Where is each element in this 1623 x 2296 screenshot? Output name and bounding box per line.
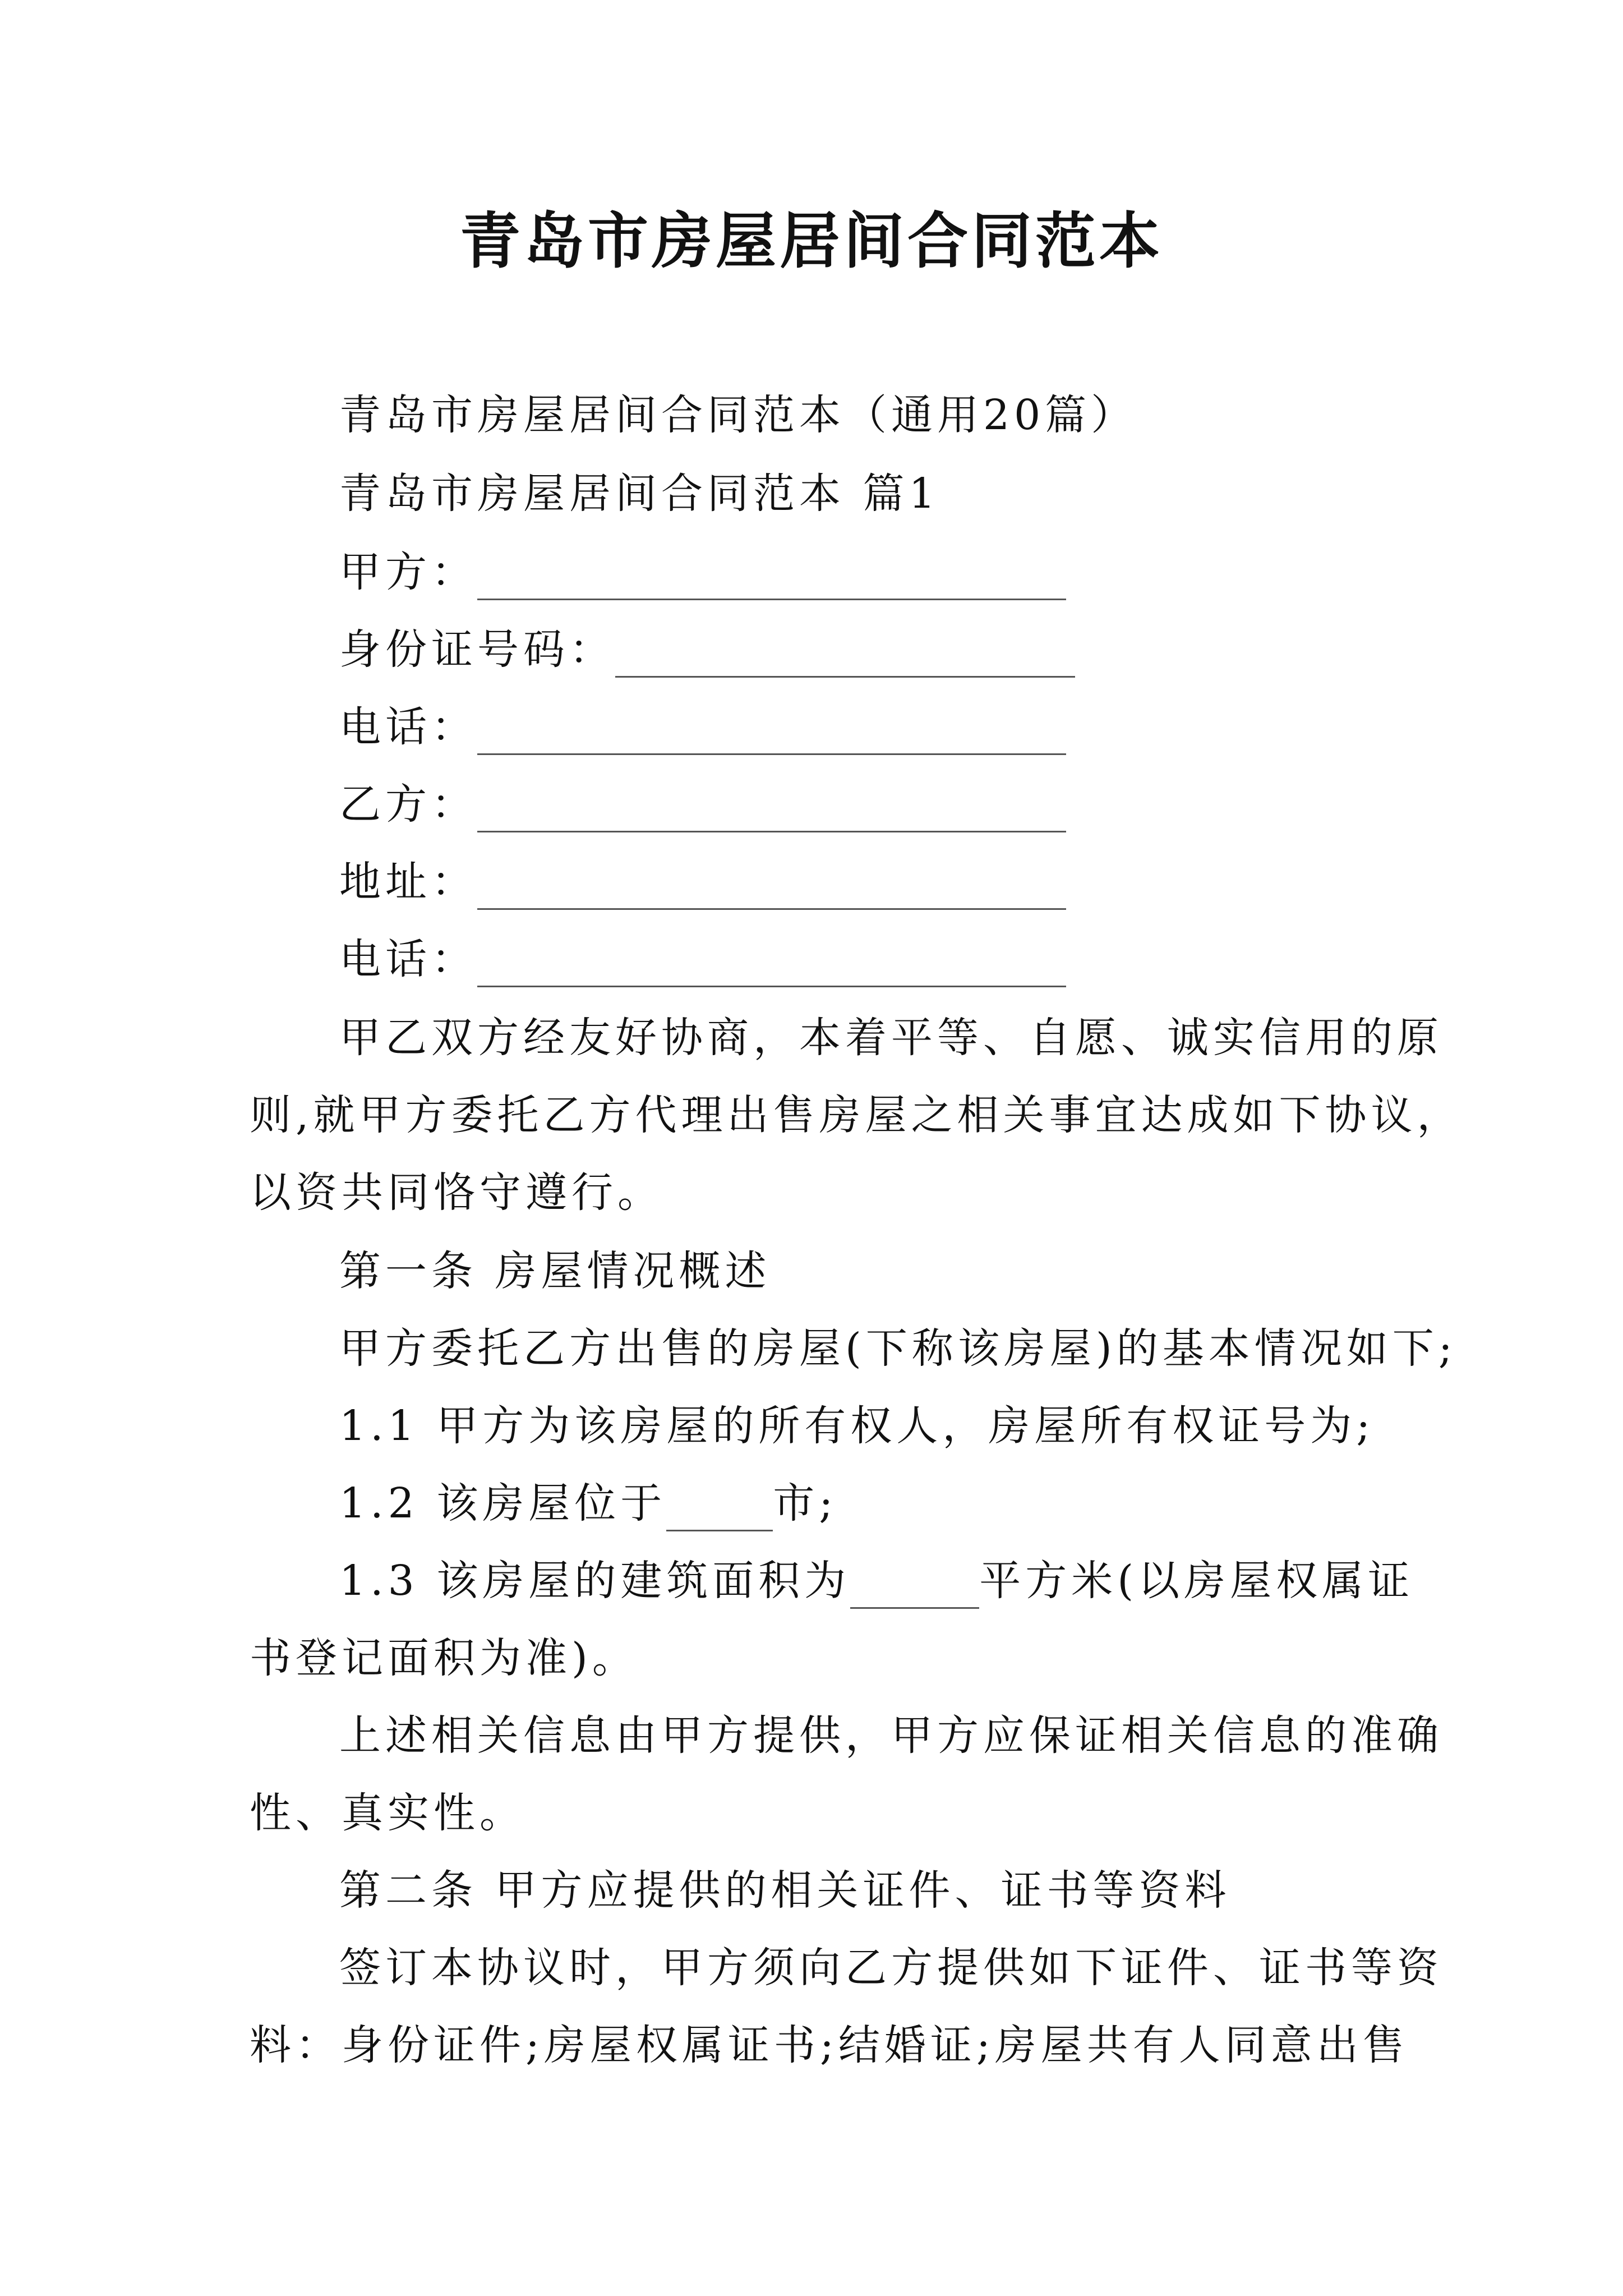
field-label: 地址： xyxy=(339,858,477,906)
article-1-note-line-1: 上述相关信息由甲方提供，甲方应保证相关信息的准确 xyxy=(339,1711,1443,1760)
item-text: 1.3 该房屋的建筑面积为 xyxy=(339,1557,851,1605)
fill-in-blank xyxy=(477,945,1066,987)
field-label: 电话： xyxy=(339,703,477,751)
fill-in-blank xyxy=(477,713,1066,755)
fill-in-blank xyxy=(615,636,1075,678)
article-1-note-line-2: 性、真实性。 xyxy=(250,1789,525,1837)
field-label: 甲方： xyxy=(339,548,477,596)
intro-line-1: 甲乙双方经友好协商，本着平等、自愿、诚实信用的原 xyxy=(339,1014,1443,1062)
field-phone-a xyxy=(339,699,1066,755)
article-1-paragraph: 甲方委托乙方出售的房屋(下称该房屋)的基本情况如下; xyxy=(339,1324,1457,1373)
field-label: 身份证号码： xyxy=(339,625,615,674)
fill-in-blank xyxy=(850,1567,979,1609)
article-2-heading: 第二条 甲方应提供的相关证件、证书等资料 xyxy=(339,1866,1231,1915)
article-2-line-2: 料：身份证件;房屋权属证书;结婚证;房屋共有人同意出售 xyxy=(250,2021,1409,2069)
field-label: 乙方： xyxy=(339,780,477,829)
item-text: 平方米(以房屋权属证 xyxy=(979,1557,1414,1605)
field-address xyxy=(339,854,1066,910)
intro-line-2: 则,就甲方委托乙方代理出售房屋之相关事宜达成如下协议， xyxy=(250,1091,1463,1139)
article-1-item-1: 1.1 甲方为该房屋的所有权人，房屋所有权证号为; xyxy=(339,1402,1375,1450)
field-party-b xyxy=(339,776,1066,832)
field-id-number xyxy=(339,622,1075,678)
subtitle: 青岛市房屋居间合同范本（通用20篇） xyxy=(339,391,1137,439)
section-heading: 青岛市房屋居间合同范本 篇1 xyxy=(339,470,940,518)
item-text: 1.2 该房屋位于 xyxy=(339,1479,667,1527)
field-label: 电话： xyxy=(339,935,477,983)
article-1-item-2 xyxy=(339,1475,837,1531)
fill-in-blank xyxy=(477,790,1066,832)
article-1-item-3 xyxy=(339,1553,1414,1609)
item-text: 市; xyxy=(773,1479,838,1527)
field-party-a xyxy=(339,544,1066,600)
article-1-item-3-continued: 书登记面积为准)。 xyxy=(250,1634,638,1682)
article-2-line-1: 签订本协议时，甲方须向乙方提供如下证件、证书等资 xyxy=(339,1944,1443,1992)
fill-in-blank xyxy=(477,558,1066,600)
fill-in-blank xyxy=(477,868,1066,910)
intro-line-3: 以资共同恪守遵行。 xyxy=(250,1168,663,1217)
document-title: 青岛市房屋居间合同范本 xyxy=(459,206,1163,277)
article-1-heading: 第一条 房屋情况概述 xyxy=(339,1247,771,1295)
field-phone-b xyxy=(339,931,1066,987)
fill-in-blank xyxy=(666,1489,773,1531)
